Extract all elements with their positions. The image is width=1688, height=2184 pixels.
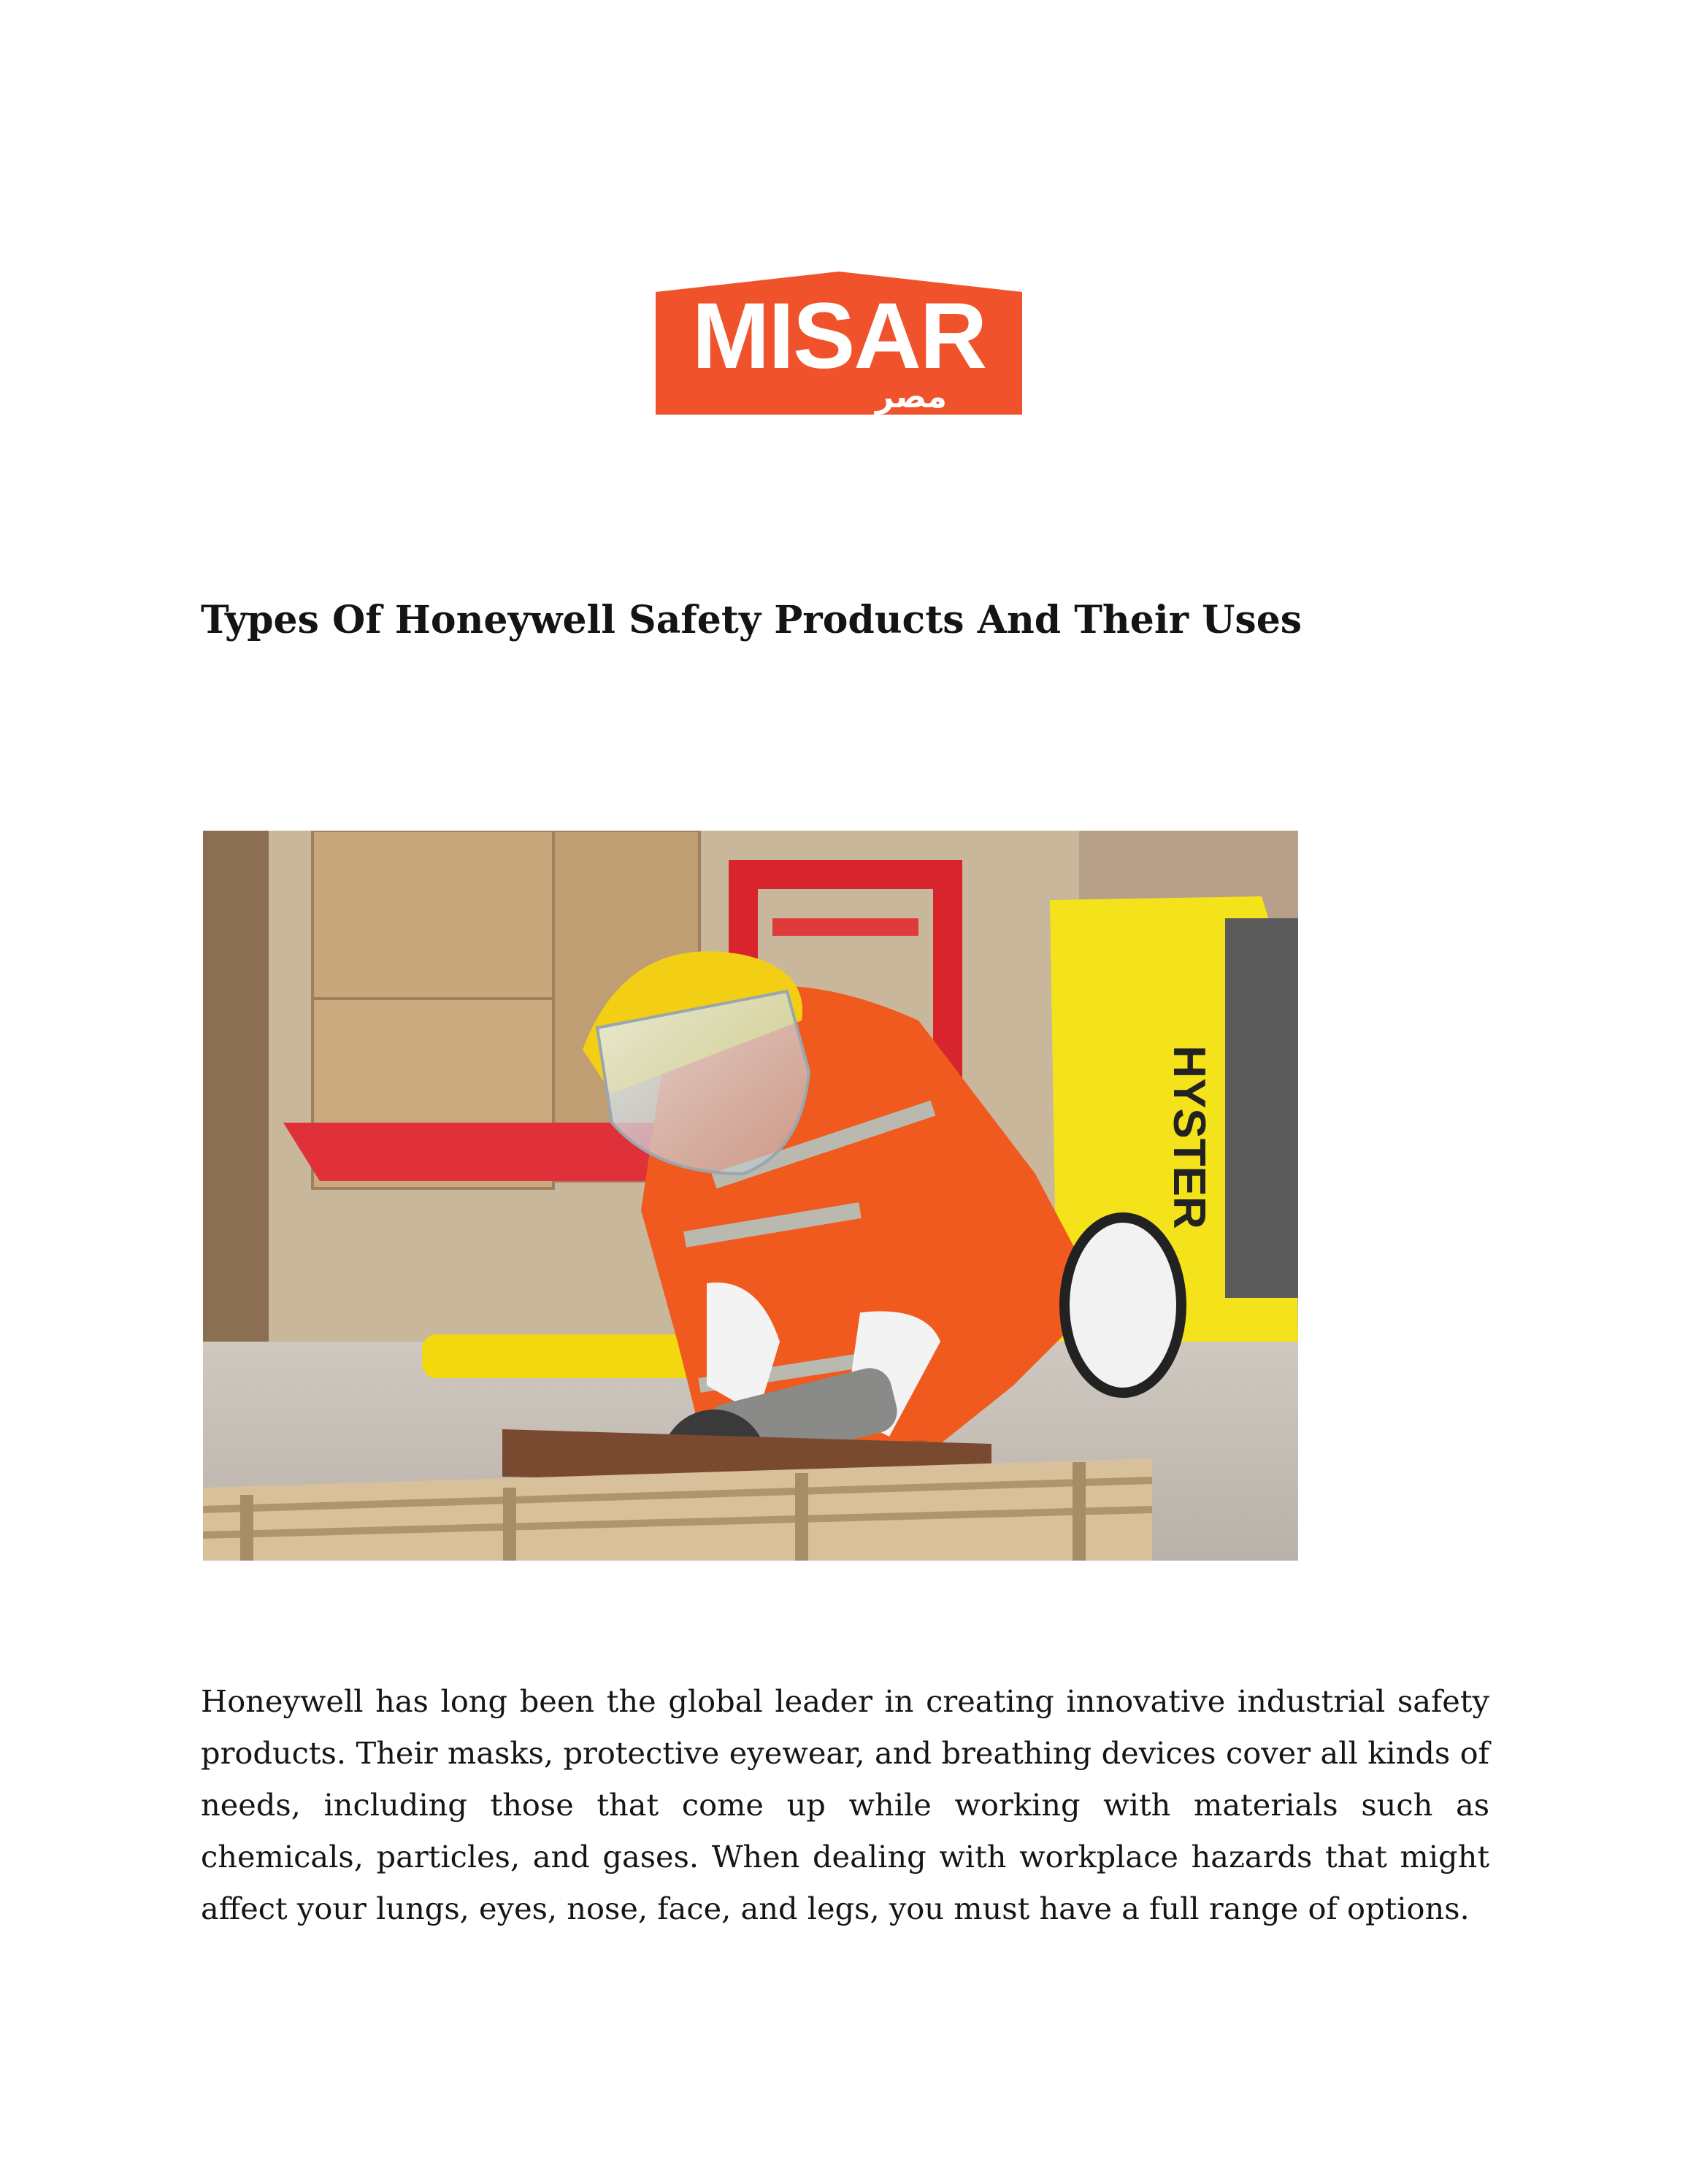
article-paragraph: Honeywell has long been the global leader in creating innovative industrial safety products. Their masks, protective eyewear, and breathing devices cover all kinds of needs, including those that come up while working with materials such as chemicals, particles, and gases. When dealing with workplace hazards that might affect your lungs, eyes, nose, face, and legs, you must have a full range of options. [201, 1683, 1489, 1926]
logo-arabic-text: مصر [875, 378, 947, 415]
misar-logo [651, 272, 1027, 418]
photo-illustration [203, 831, 1298, 1561]
worker-safety-photo [203, 831, 1298, 1561]
article-title: Types Of Honeywell Safety Products And Their Uses [201, 598, 1303, 642]
forklift-brand-text: HYSTER [1164, 1045, 1214, 1229]
misar-logo-graphic [651, 272, 1027, 418]
logo-brand-text: MISAR [691, 284, 986, 388]
